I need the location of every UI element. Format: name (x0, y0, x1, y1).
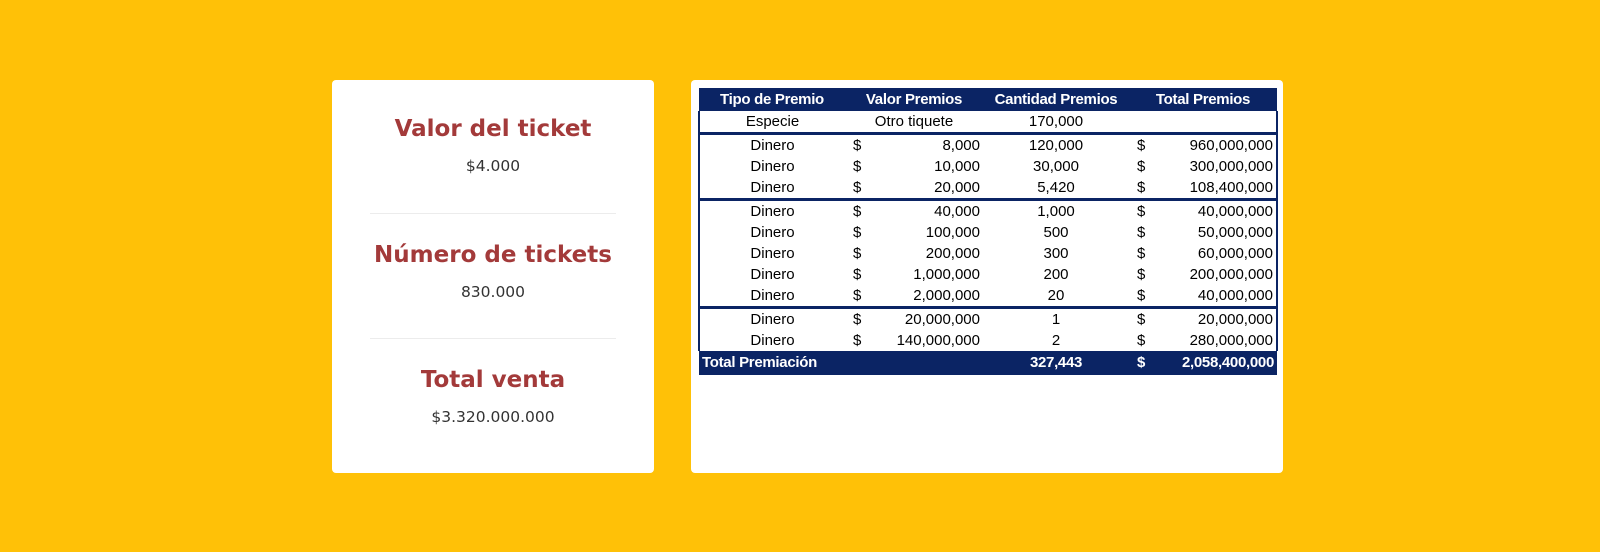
cell-currency-symbol: $ (1137, 245, 1146, 262)
cell-valor: 8,000 (942, 137, 980, 154)
total-sales-amount: $3.320.000.000 (431, 408, 555, 426)
cell-cantidad: 500 (1043, 224, 1069, 241)
footer-label: Total Premiación (699, 351, 983, 375)
cell-cantidad: 2 (1051, 332, 1061, 349)
cell-cantidad: 20 (983, 285, 1129, 308)
cell-total: 280,000,000 (1151, 330, 1277, 351)
ticket-count-block (370, 214, 616, 339)
cell-tipo: Especie (699, 111, 845, 134)
cell-currency-symbol: $ (853, 158, 862, 175)
table-row (699, 200, 1277, 223)
cell-cantidad: 30,000 (1033, 158, 1079, 175)
cell-valor: 1,000,000 (913, 266, 980, 283)
ticket-value-amount: $4.000 (465, 157, 521, 175)
cell-currency-symbol: $ (853, 224, 862, 241)
cell-tipo: Dinero (699, 200, 845, 223)
cell-currency-symbol: $ (1137, 311, 1146, 328)
cell-total (1129, 111, 1277, 134)
ticket-count-title: Número de tickets (374, 242, 612, 268)
cell-currency-symbol: $ (1137, 332, 1146, 349)
cell-tipo: Dinero (699, 308, 845, 331)
cell-valor: 40,000 (934, 203, 980, 220)
cell-valor: 200,000 (925, 245, 980, 262)
cell-cantidad: 200 (1043, 266, 1069, 283)
prize-table-header-row (699, 88, 1277, 111)
cell-valor: 20,000,000 (904, 311, 980, 328)
cell-total: 200,000,000 (1151, 264, 1277, 285)
cell-valor: 140,000,000 (896, 332, 980, 349)
cell-tipo: Dinero (699, 177, 845, 200)
cell-total: 960,000,000 (1151, 134, 1277, 157)
prize-table-body (699, 111, 1277, 351)
cell-currency-symbol: $ (853, 245, 862, 262)
table-row (699, 156, 1277, 177)
cell-currency-symbol: $ (1137, 137, 1146, 154)
cell-total: 60,000,000 (1151, 243, 1277, 264)
cell-tipo: Dinero (699, 264, 845, 285)
cell-cantidad: 5,420 (983, 177, 1129, 200)
footer-currency-symbol: $ (1129, 351, 1151, 375)
cell-total: 50,000,000 (1151, 222, 1277, 243)
cell-currency-symbol: $ (1137, 203, 1146, 220)
prize-table-footer-row (699, 351, 1277, 375)
cell-valor: Otro tiquete (845, 111, 983, 134)
table-row (699, 222, 1277, 243)
cell-cantidad: 170,000 (983, 111, 1129, 134)
cell-currency-symbol: $ (853, 311, 862, 328)
cell-total: 40,000,000 (1151, 200, 1277, 223)
cell-tipo: Dinero (699, 222, 845, 243)
ticket-count-amount: 830.000 (460, 283, 526, 301)
cell-cantidad: 300 (1043, 245, 1069, 262)
total-sales-block (370, 339, 616, 427)
cell-tipo: Dinero (699, 285, 845, 308)
cell-total: 300,000,000 (1151, 156, 1277, 177)
cell-currency-symbol: $ (845, 177, 867, 200)
table-row (699, 177, 1277, 200)
cell-tipo: Dinero (699, 156, 845, 177)
ticket-value-title: Valor del ticket (394, 116, 592, 142)
cell-currency-symbol: $ (1137, 266, 1146, 283)
table-row (699, 264, 1277, 285)
header-total-premios: Total Premios (1129, 88, 1277, 111)
cell-valor: 20,000 (867, 177, 983, 200)
footer-total: 2,058,400,000 (1151, 351, 1277, 375)
cell-currency-symbol: $ (853, 332, 862, 349)
header-tipo-premio: Tipo de Premio (699, 88, 845, 111)
cell-total: 20,000,000 (1151, 308, 1277, 331)
cell-currency-symbol: $ (1137, 158, 1146, 175)
cell-tipo: Dinero (699, 330, 845, 351)
prize-table (698, 88, 1278, 375)
table-row (699, 243, 1277, 264)
cell-currency-symbol: $ (853, 137, 862, 154)
cell-valor: 10,000 (934, 158, 980, 175)
table-row (699, 134, 1277, 157)
cell-total: 108,400,000 (1151, 177, 1277, 200)
cell-tipo: Dinero (699, 243, 845, 264)
cell-valor: 2,000,000 (867, 285, 983, 308)
table-row (699, 285, 1277, 308)
cell-cantidad: 1,000 (1037, 203, 1075, 220)
header-valor-premios: Valor Premios (845, 88, 983, 111)
total-sales-title: Total venta (420, 367, 566, 393)
ticket-info-card (332, 80, 654, 473)
cell-currency-symbol: $ (1129, 177, 1151, 200)
table-row (699, 308, 1277, 331)
cell-currency-symbol: $ (853, 203, 862, 220)
table-row (699, 111, 1277, 134)
cell-cantidad: 120,000 (1028, 137, 1084, 154)
header-cantidad-premios: Cantidad Premios (983, 88, 1129, 111)
cell-currency-symbol: $ (845, 285, 867, 308)
cell-tipo: Dinero (699, 134, 845, 157)
cell-cantidad: 1 (1051, 311, 1061, 328)
table-row (699, 330, 1277, 351)
footer-cantidad: 327,443 (983, 351, 1129, 375)
cell-currency-symbol: $ (853, 266, 862, 283)
ticket-value-block (370, 80, 616, 214)
prize-table-card (691, 80, 1283, 473)
cell-total: 40,000,000 (1151, 285, 1277, 308)
cell-currency-symbol: $ (1137, 224, 1146, 241)
cell-valor: 100,000 (925, 224, 980, 241)
cell-currency-symbol: $ (1129, 285, 1151, 308)
